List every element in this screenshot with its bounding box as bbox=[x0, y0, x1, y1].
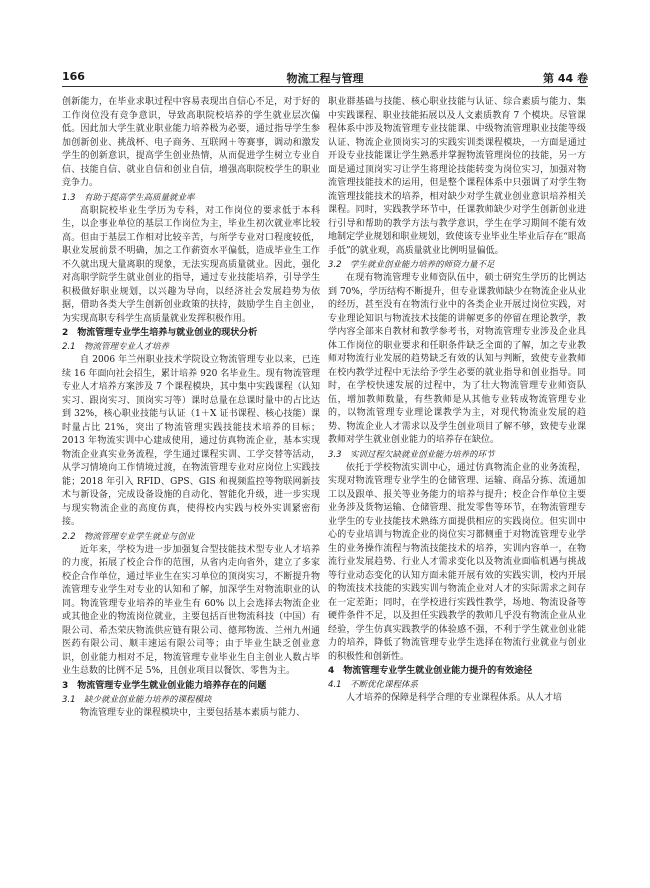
page-number: 166 bbox=[62, 70, 85, 83]
left-column bbox=[62, 96, 320, 720]
section-heading-2: 2 物流管理专业学生培养与就业创业的现状分析 bbox=[62, 328, 258, 338]
subsection-heading-2-1: 2.1 物流管理专业人才培养 bbox=[62, 342, 170, 352]
paragraph: 近年来，学校为进一步加强复合型技能技术型专业人才培养的力度，拓展了校企合作的范围，从省内走向省外，建立了多家校企合作单位，通过毕业生在实习单位的顶岗实习，不断提升物流管理专业学生对专业的认知和了解，加深学生对物流职业的认同。物流管理专业培养的毕业生有 60% 以上会选择去物流企业或其他企业的物流岗位就业，主要包括百世物流科技（中国）有限公司、希杰荣庆物流供应链有限公司、德邦物流、兰州九州通医药有限公司、顺丰速运有限公司等；由于毕业生缺乏创业意识，创业能力相对不足，物流管理专业毕业生自主创业人数占毕业生总数的比例不足 5%，且创业项目以餐饮、零售为主。 bbox=[62, 544, 320, 676]
subsection-heading-3-1: 3.1 缺少就业创业能力培养的课程模块 bbox=[62, 694, 212, 705]
volume-label: 第 44 卷 bbox=[543, 72, 588, 85]
paragraph: 物流管理专业的课程模块中，主要包括基本素质与能力、 bbox=[80, 707, 306, 718]
paragraph: 依托于学校物流实训中心，通过仿真物流企业的业务流程，实现对物流管理专业学生的仓储管理、运输、商品分拣、流通加工以及跟单、报关等业务能力的培养与提升；校企合作单位主要业务涉及货物运输、仓储管理、批发零售等环节，在物流管理专业学生的专业技能技术熟练方面提供相应的实践岗位。但实训中心的专业培训与物流企业的岗位实习都侧重于对物流管理专业学生的业务操作流程与物流技能技术的培养，实训内容单一，在物流行业发展趋势、行业人才需求变化以及物流业面临机遇与挑战等行业动态变化的认知方面未能开展有效的实践实训，校内开展的物流技术技能的实践实训与物流企业对人才的实际需求之间存在一定差距；同时，在学校进行实践性教学，场地、物流设备等硬件条件不足，以及担任实践教学的教师几乎没有物流企业从业经验，学生仿真实践教学的体验感不强，不利于学生就业创业能力的培养，降低了物流管理专业学生选择在物流行业就业与创业的积极性和创新性。 bbox=[328, 462, 586, 662]
journal-title: 物流工程与管理 bbox=[286, 72, 364, 85]
paragraph: 人才培养的保障是科学合理的专业课程体系。从人才培 bbox=[346, 693, 563, 703]
right-column bbox=[328, 96, 586, 706]
paragraph: 创新能力，在毕业求职过程中容易表现出自信心不足，对于好的工作岗位没有竞争意识，导致高职院校培养的学生就业层次偏低。因此加大学生就业职业能力培养极为必要，通过指导学生参加创新创业、挑战杯、电子商务、互联网＋等赛事，调动和激发学生的创新意识，提高学生创业热情，从而促进学生树立专业自信、技能自信、就业自信和创业自信，增强高职院校学生的职业竞争力。 bbox=[62, 97, 320, 188]
paragraph: 职业群基础与技能、核心职业技能与认证、综合素质与能力、集中实践课程、职业技能拓展以及人文素质教育 7 个模块。尽管课程体系中涉及物流管理专业技能课、中级物流管理职业技能等级认证、物流企业顶岗实习的实践实训类课程模块，一方面是通过开设专业技能课让学生熟悉并掌握物流管理岗位的技能，另一方面是通过顶岗实习让学生将理论技能转变为岗位实习，加强对物流管理技能技术的运用，但是整个课程体系中只强调了对学生物流管理技能技术的培养，相对缺少对学生就业创业意识培养相关课程。同时，实践教学环节中，任课教师缺少对学生创新创业进行引导和帮助的教学方法与教学意识，学生在学习期间不能有效地制定学业规划和职业规划，致使该专业毕业生毕业后存在“眼高手低”的就业观，高质量就业比例明显偏低。 bbox=[328, 97, 586, 256]
subsection-heading-4-1: 4.1 不断优化课程体系 bbox=[328, 680, 419, 690]
subsection-heading-2-2: 2.2 物流管理专业学生就业与创业 bbox=[62, 531, 195, 542]
section-heading-4: 4 物流管理专业学生就业创业能力提升的有效途径 bbox=[328, 666, 533, 676]
paragraph: 在现有物流管理专业师资队伍中，硕士研究生学历的比例达到 70%，学历结构不断提升，但专业课教师缺少在物流企业从业的经历，甚至没有在物流行业中的各类企业开展过岗位实践，对专业理论知识与物流技术技能的讲解更多的停留在理论教学，教学内容全部来自教材和教学参考书，对物流管理专业涉及企业具体工作岗位的职业要求和任职条件缺乏全面的了解，加之专业教师对物流行业发展的趋势缺乏有效的认知与判断，致使专业教师在校内教学过程中无法给予学生必要的就业指导和创业指导。同时，在学校快速发展的过程中，为了壮大物流管理专业师资队伍，增加教师数量，有些教师是从其他专业转成物流管理专业的，以物流管理专业理论课教学为主，对现代物流业发展的趋势、物流企业人才需求以及学生创业项目了解不够，致使专业课教师对学生就业创业能力的培养存在缺位。 bbox=[328, 273, 586, 445]
paragraph: 高职院校毕业生学历为专科，对工作岗位的要求低于本科生，以企事业单位的基层工作岗位为主，毕业生初次就业率比较高。但由于基层工作相对比较辛苦，与所学专业对口程度较低，职业发展前景不明确，加之工作薪资水平偏低，造成毕业生工作不久就出现大量离职的现象，无法实现高质量就业。因此，强化对高职学院学生就业创业的指导，通过专业技能培养，引导学生积极做好职业规划，以兴趣为导向，以经济社会发展趋势为依据，借助各类大学生创新创业政策的扶持，鼓励学生自主创业，为实现高职专科学生高质量就业发挥积极作用。 bbox=[62, 205, 320, 324]
subsection-heading-1-3: 1.3 有助于提高学生高质量就业率 bbox=[62, 192, 195, 203]
section-heading-3: 3 物流管理专业学生就业创业能力培养存在的问题 bbox=[62, 680, 267, 691]
paragraph: 自 2006 年兰州职业技术学院设立物流管理专业以来，已连续 16 年面向社会招生，累计培养 920 名毕业生。现有物流管理专业人才培养方案涉及 7 个课程模块，其中集中实践课程（认知实习、跟岗实习、顶岗实习等）课时总量在总课时量中的占比达到 32%，核心职业技能与认证（1＋X 证书课程、核心技能）课时量占比 21%，突出了物流管理实践技能技术培养的目标；2013 年物流实训中心建成使用，通过仿真物流企业，基本实现物流企业真实业务流程，学生通过课程实训、工学交替等活动，从学习情境向工作情境过渡，在物流管理专业对应岗位上实践技能；2018 年引入 RFID、GPS、GIS 和视频监控等物联网新技术与新设备，完成设备设施的自动化、智能化升级，进一步实现与现实物流企业的高度仿真，使得校内实践与校外实训紧密衔接。 bbox=[62, 355, 320, 527]
subsection-heading-3-2: 3.2 学生就业创业能力培养的师资力量不足 bbox=[328, 260, 495, 270]
running-header bbox=[62, 70, 588, 87]
subsection-heading-3-3: 3.3 实训过程欠缺就业创业能力培养的环节 bbox=[328, 449, 495, 460]
